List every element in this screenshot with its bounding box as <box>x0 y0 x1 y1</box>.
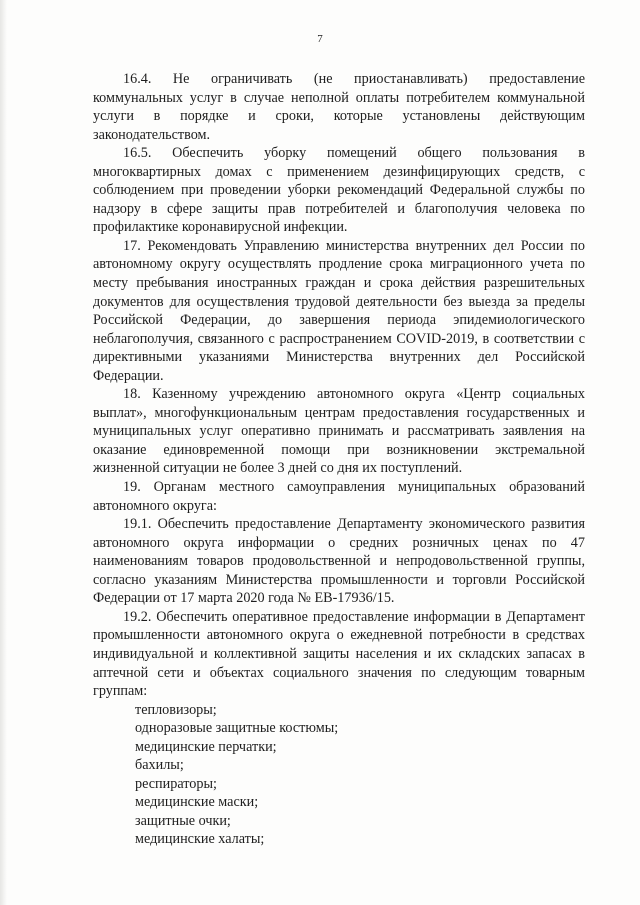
paragraph-19-2: 19.2. Обеспечить оперативное предоставление информации в Департамент промышленности автономного округа о ежедневной потребности в средствах индивидуальной и коллективной защиты населения и их складских запасах в аптечной сети и объектах социального значения по следующим товарным группам: <box>93 608 585 700</box>
list-item: медицинские халаты; <box>135 831 265 848</box>
paragraph-18: 18. Казенному учреждению автономного округа «Центр социальных выплат», многофункциональным центрам предоставления государственных и муниципальных услуг оперативно принимать и рассматривать заявления на оказание единовременной помощи при возникновении экстремальной жизненной ситуации не более 3 дней со дня их поступлений. <box>93 386 585 477</box>
paragraph-17: 17. Рекомендовать Управлению министерства внутренних дел России по автономному округу осуществлять продление срока миграционного учета по месту пребывания иностранных граждан и срока действия разрешительных документов для осуществления трудовой деятельности без выезда за пределы Российской Федерации, до завершения периода эпидемиологического неблагополучия, связанного с распространением COVID-2019, в соответствии с директивными указаниями Министерства внутренних дел Российской Федерации. <box>93 237 585 384</box>
paragraph-16-5: 16.5. Обеспечить уборку помещений общего пользования в многоквартирных домах с применением дезинфицирующих средств, с соблюдением при проведении уборки рекомендаций Федеральной службы по надзору в сфере защиты прав потребителей и благополучия человека по профилактике коронавирусной инфекции. <box>93 145 585 236</box>
list-item: бахилы; <box>135 757 184 774</box>
list-item: защитные очки; <box>135 812 231 829</box>
scan-edge <box>0 0 7 905</box>
paragraph-19: 19. Органам местного самоуправления муниципальных образований автономного округа: <box>93 479 585 514</box>
paragraph-19-1: 19.1. Обеспечить предоставление Департаменту экономического развития автономного округа информации о средних розничных ценах по 47 наименованиям товаров продовольственной и непродовольственной группы, согласно указаниям Министерства промышленности и торговли Российской Федерации от 17 марта 2020 года № ЕВ-17936/15. <box>93 516 585 607</box>
goods-list <box>93 701 585 849</box>
list-item: медицинские маски; <box>135 794 259 811</box>
list-item: медицинские перчатки; <box>135 738 277 755</box>
paragraph-16-4: 16.4. Не ограничивать (не приостанавливать) предоставление коммунальных услуг в случае неполной оплаты потребителем коммунальной услуги в порядке и сроки, которые установлены действующим законодательством. <box>93 71 585 143</box>
list-item: одноразовые защитные костюмы; <box>135 720 339 737</box>
page-number: 7 <box>317 33 323 45</box>
list-item: тепловизоры; <box>135 701 217 718</box>
document-body <box>93 70 585 849</box>
list-item: респираторы; <box>135 775 217 792</box>
